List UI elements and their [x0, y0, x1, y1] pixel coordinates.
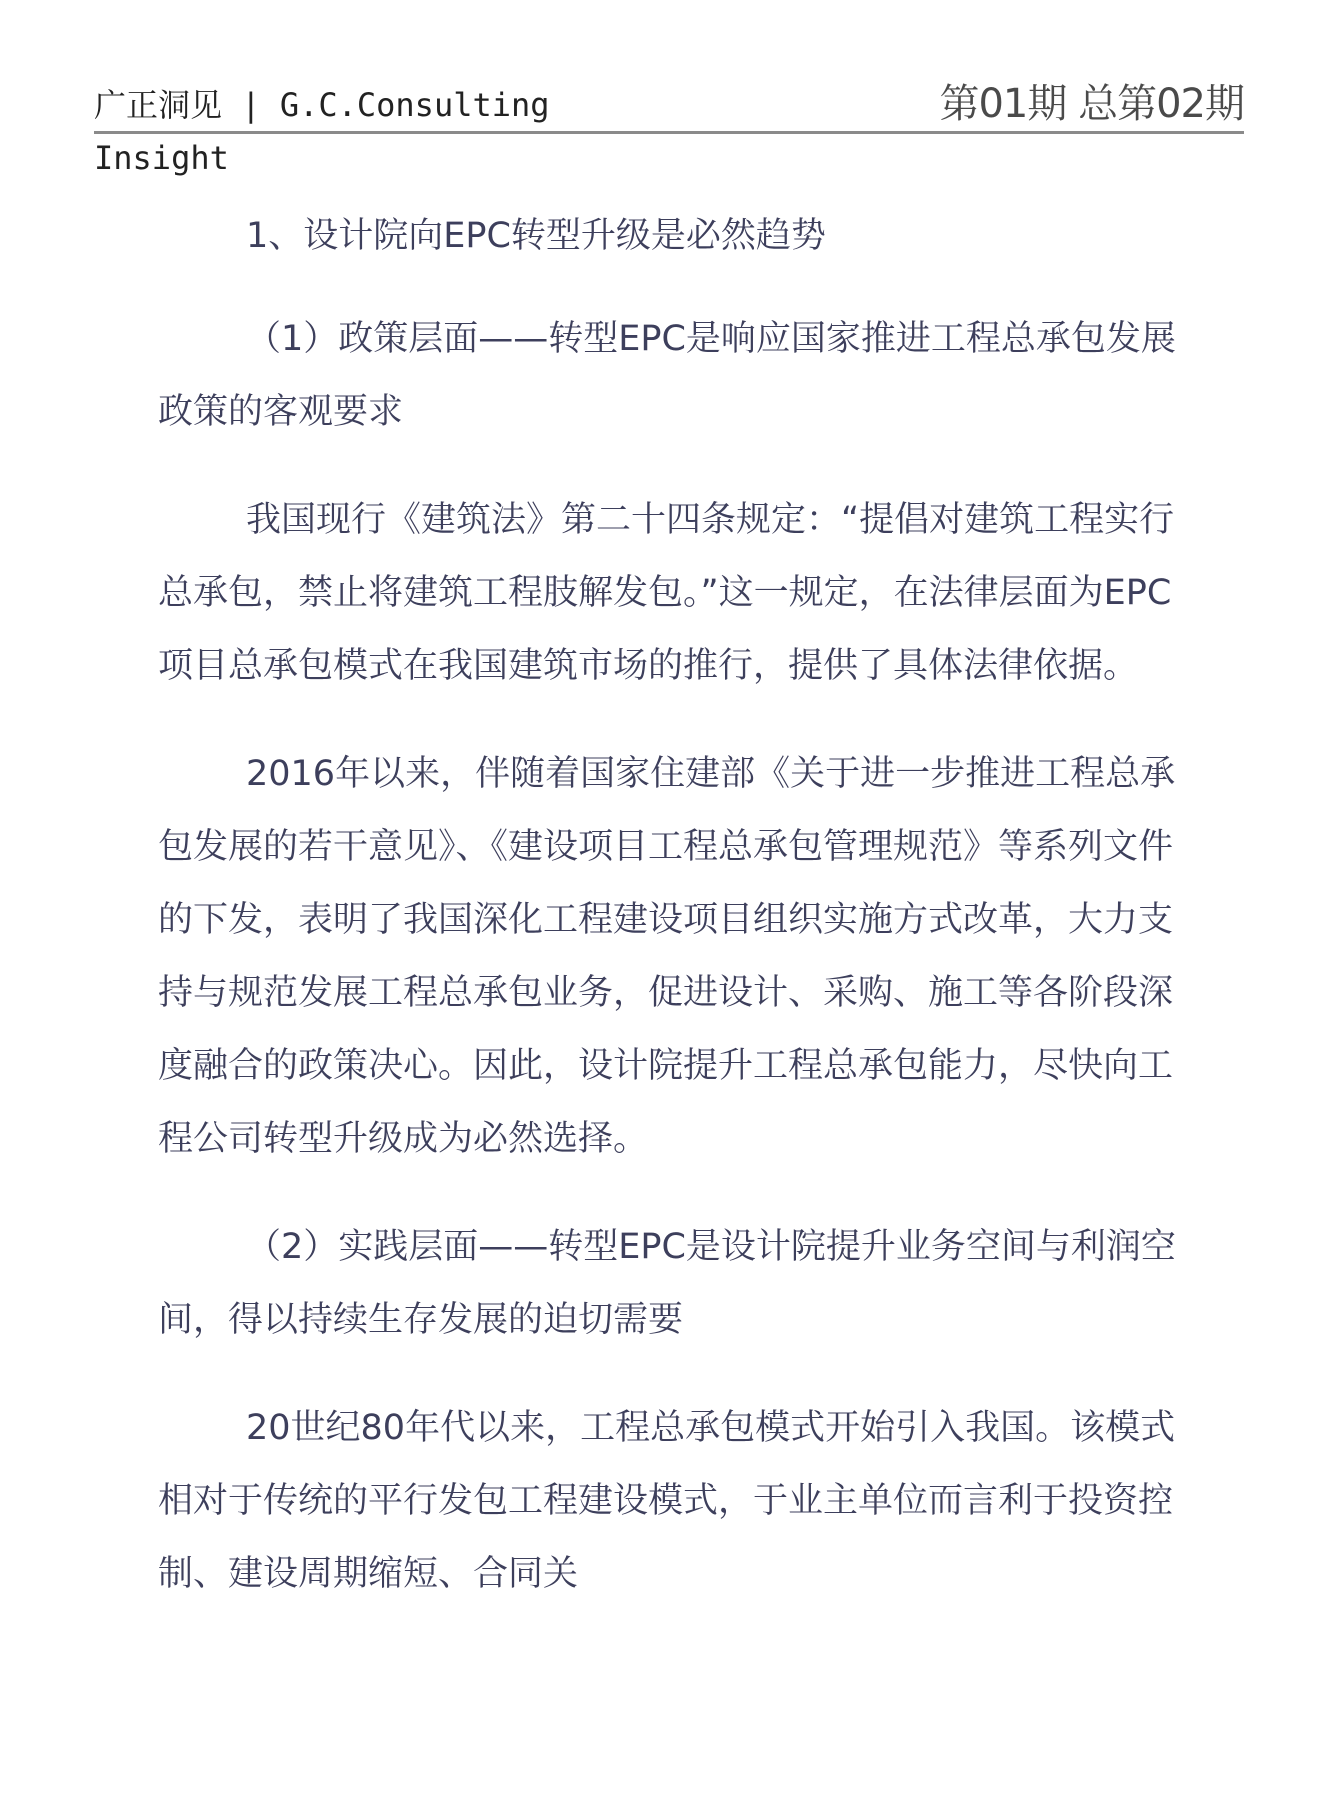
header-divider [94, 131, 1244, 134]
brand-line [94, 80, 550, 126]
brand-name-en-wrap: Insight [94, 139, 229, 177]
brand-name-cn: 广正洞见 [94, 86, 223, 124]
issue-number: 第01期 总第02期 [939, 81, 1244, 127]
section-heading: 1、设计院向EPC转型升级是必然趋势 [246, 216, 826, 256]
page-header [94, 72, 1244, 134]
article-body [158, 200, 1180, 1646]
brand-name-en: | G.C.Consulting [241, 86, 550, 124]
paragraph: 20世纪80年代以来，工程总承包模式开始引入我国。该模式相对于传统的平行发包工程建设模式，于业主单位而言利于投资控制、建设周期缩短、合同关 [158, 1408, 1176, 1594]
paragraph: 我国现行《建筑法》第二十四条规定：“提倡对建筑工程实行总承包，禁止将建筑工程肢解发包。”这一规定，在法律层面为EPC项目总承包模式在我国建筑市场的推行，提供了具体法律依据。 [158, 500, 1175, 686]
paragraph: 2016年以来，伴随着国家住建部《关于进一步推进工程总承包发展的若干意见》、《建设项目工程总承包管理规范》等系列文件的下发，表明了我国深化工程建设项目组织实施方式改革，大力支持与规范发展工程总承包业务，促进设计、采购、施工等各阶段深度融合的政策决心。因此，设计院提升工程总承包能力，尽快向工程公司转型升级成为必然选择。 [158, 754, 1176, 1159]
subsection-heading: （2）实践层面——转型EPC是设计院提升业务空间与利润空间，得以持续生存发展的迫切需要 [158, 1227, 1176, 1340]
subsection-heading: （1）政策层面——转型EPC是响应国家推进工程总承包发展政策的客观要求 [158, 319, 1176, 432]
